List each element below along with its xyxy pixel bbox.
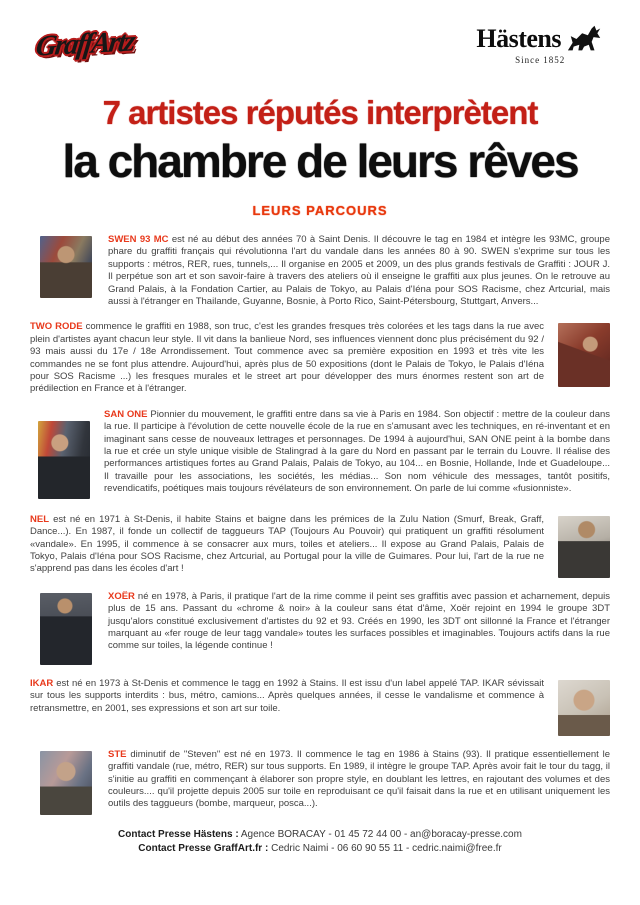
artist-name-xoer: XOËR (108, 590, 135, 602)
bio-text-nel: NEL est né en 1971 à St-Denis, il habite Stains et baigne dans les prémices de la Zulu Nation (Smurf, Break, Graff, Dance...). En 1987, il fonde un collectif de taggueurs TAP (Toujours Au Pouvoir) qui pratiquent un graffiti résolument «vandale». En 1995, il commence à se consacrer aux murs, toiles et ateliers... Il expose au Grand Palais, Palais de Tokyo, Palais d'Iéna pour SOS Racisme, chez Artcurial, au Portugal pour la ville de Guimares. Pour lui, l'art de la rue ne s'apprend pas dans les écoles d'art ! (30, 513, 545, 575)
artist-name-san-one: SAN ONE (104, 408, 148, 420)
artist-name-two-rode: TWO RODE (30, 321, 83, 333)
hastens-wordmark: Hästens (476, 24, 561, 53)
page-header (30, 0, 610, 82)
artist-name-swen: SWEN 93 MC (108, 233, 169, 245)
photo-ste (40, 751, 92, 815)
artist-name-ikar: IKAR (30, 677, 54, 689)
bio-text-san-one: SAN ONE Pionnier du mouvement, le graffiti entre dans sa vie à Paris en 1984. Son objectif : mettre de la couleur dans la rue. Il participe à l'évolution de cette nouvelle école de la rue en s'amusant avec les techniques, en ré-inventant et en imaginant sans cesse de nouveaux lettrages et personnages. De 1994 à aujourd'hui, SAN ONE peint à la bombe dans la rue et crée un style unique visible de Stalingrad à la gare du Nord en passant par le terrain du Louvre. Il réalise des performances artistiques fortes au Grand Palais, Palais de Tokyo, au 104... en Bosnie, Hollande, Inde et Guadeloupe... Il travaille pour les associations, les sociétés, les médias... Son nom véhicule des messages, tantôt positifs, revendicatifs, poétiques mais toujours révélateurs de son environnement. On parle de lui comme «fusionniste». (104, 408, 610, 495)
contact-footer (30, 828, 610, 856)
artist-paragraph-san-one (30, 409, 610, 501)
photo-nel (558, 516, 610, 578)
contact-line-hastens: Contact Presse Hästens : Agence BORACAY - 01 45 72 44 00 - an@boracay-presse.com (118, 828, 522, 840)
bio-text-ikar: IKAR est né en 1973 à St-Denis et commence le tagg en 1992 à Stains. Il est issu d'un label appelé TAP. IKAR sévissait sur tous les supports interdits : bus, métro, camions... Après quelques années, il cesse le vandalisme et commence à retransmettre, en 2001, ses expressions et son art sur toile. (30, 677, 544, 714)
artist-name-ste: STE (108, 748, 127, 760)
hastens-tagline: Since 1852 (515, 55, 566, 65)
artist-paragraph-nel (30, 514, 610, 578)
artist-paragraph-xoer (30, 591, 610, 665)
photo-san-one (38, 421, 90, 499)
bio-text-xoer: XOËR né en 1978, à Paris, il pratique l'art de la rime comme il peint ses graffitis avec passion et acharnement, depuis plus de 15 ans. Passant du «chrome & noir» à la couleur sans état d'âme, Xoër rejoint en 1994 le groupe 3DT jusqu'alors constitué exclusivement d'artistes du 92 et 93. Créés en 1990, les 3DT ont sillonné la France et l'étranger marquant au «fer rouge de leur tagg vandale» toutes les surfaces possibles et imaginables. Toujours actifs dans la rue comme sur toiles, la légende continue ! (108, 590, 610, 652)
artist-paragraph-ikar (30, 678, 610, 736)
bio-text-ste: STE diminutif de "Steven" est né en 1973. Il commence le tag en 1986 à Stains (93). Il pratique essentiellement le graffiti vandale (rue, métro, RER) sur tous supports. En 1989, il intègre le groupe TAP. Après avoir fait le tour du tagg, il s'initie au graffiti en commençant à élaborer son propre style, en doublant les lettres, en rajoutant des volumes et des couleurs.... qu'il projette depuis 2005 sur toile en reproduisant ce qu'il faisait dans la rue et en utilisant uniquement les outils des taggueurs (bombe, marqueur, posca...). (108, 748, 610, 810)
photo-ikar (558, 680, 610, 736)
bio-text-swen: SWEN 93 MC est né au début des années 70 à Saint Denis. Il découvre le tag en 1984 et intègre les 93MC, groupe phare du graffiti français qui révolutionna l'art du vandale dans les années 80 à 90. SWEN s'exprime sur tous les supports : métros, RER, rues, tunnels,... Il organise en 2005 et 2009, un des plus grands festivals de Graffiti : JOUR J. Il perpétue son art et son savoir-faire à travers des ateliers où il enseigne le graffiti aux plus jeunes. On le retrouve au Grand Palais, à la Fondation Cartier, au Palais de Tokyo, au Palais d'Iéna pour SOS Racisme, chez Artcurial, mais aussi à l'étranger en Thailande, Guyanne, Bosnie, à Porto Rico, Saint-Pétersbourg, Stuttgart, Anvers... (108, 233, 610, 307)
main-title-line2: la chambre de leurs rêves (62, 134, 578, 187)
graffartz-logo: GraffArtz (34, 25, 136, 63)
photo-xoer (40, 593, 92, 665)
hastens-logo (476, 24, 604, 65)
artist-paragraph-ste (30, 749, 610, 815)
artist-name-nel: NEL (30, 513, 49, 525)
bio-text-two-rode: TWO RODE commence le graffiti en 1988, son truc, c'est les grandes fresques très colorées et les tags dans la rue avec plein d'artistes ayant chacun leur style. Il vit dans la banlieue Nord, ses influences viennent donc plus précisément du 92 / 93 mais aussi du 17e / 18e Arrondissement. Tout commence avec sa première exposition en 1993 et très vite les commandes ne se font plus attendre. Aujourd'hui, après plus de 50 expositions (dont le Palais de Tokyo, le Palais d'Iéna pour SOS Racisme ...) les fresques murales et le street art pour développer des murs énormes restent son art de prédilection en France et à l'étranger. (30, 321, 544, 395)
artist-paragraph-two-rode (30, 321, 610, 395)
main-title-line1: 7 artistes réputés interprètent (102, 94, 538, 131)
contact-line-graffart: Contact Presse GraffArt.fr : Cedric Naimi - 06 60 90 55 11 - cedric.naimi@free.fr (138, 842, 502, 854)
section-subtitle: LEURS PARCOURS (252, 202, 388, 218)
artist-bios (30, 234, 610, 815)
hastens-horse-icon (566, 24, 604, 54)
photo-swen (40, 236, 92, 298)
artist-paragraph-swen (30, 234, 610, 308)
photo-two-rode (558, 323, 610, 387)
